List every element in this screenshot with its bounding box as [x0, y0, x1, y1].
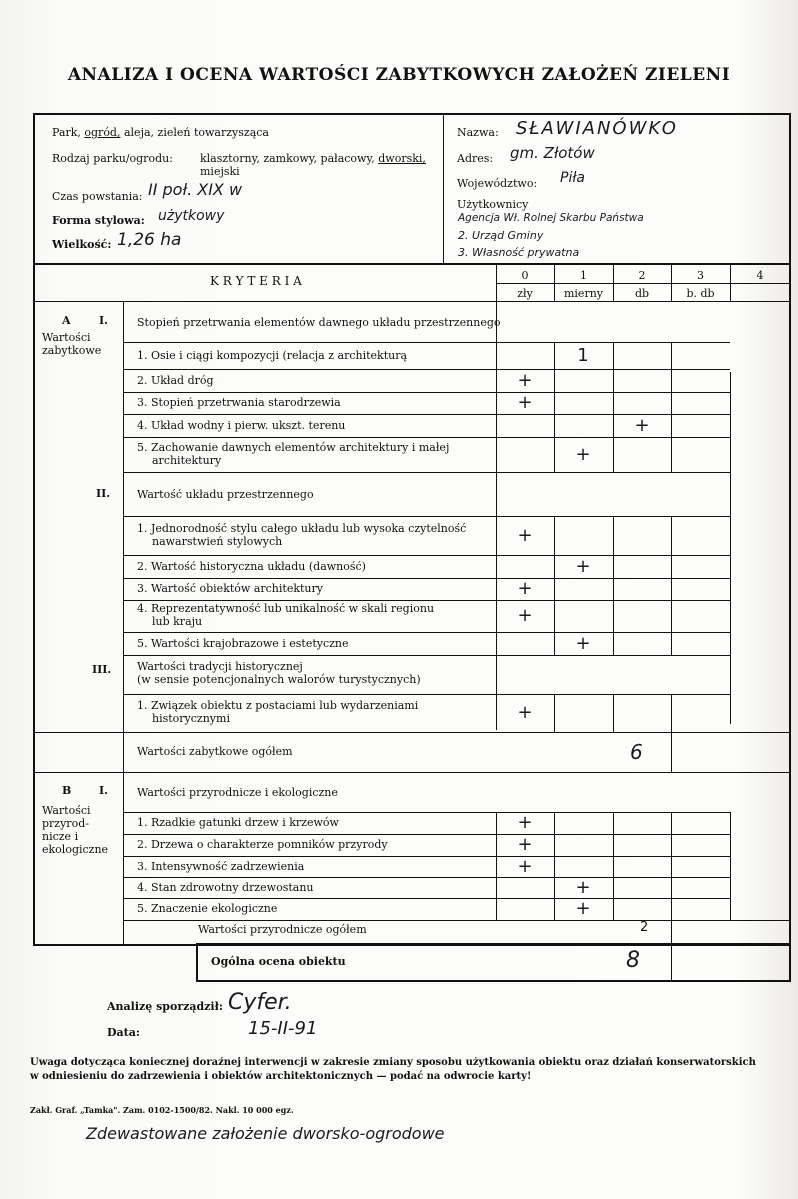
- col-3-num: 3: [697, 269, 704, 282]
- left-col-divider: [123, 302, 124, 945]
- section-b-total-label: Wartości przyrodnicze ogółem: [198, 923, 367, 936]
- kind-urban: miejski: [200, 165, 240, 178]
- rule: [671, 732, 672, 772]
- rating-mark: +: [517, 369, 533, 391]
- cell-rule: [613, 437, 614, 472]
- cell-rule: [671, 898, 672, 920]
- row-label: 2. Wartość historyczna układu (dawność): [137, 559, 366, 573]
- section-b-name-1: Wartości: [42, 804, 91, 817]
- col-divider-3: [671, 264, 672, 302]
- cell-rule: [554, 392, 555, 414]
- date-label: Data:: [107, 1026, 140, 1039]
- rating-mark: +: [575, 555, 591, 577]
- criteria-subheader-rule: [496, 283, 790, 284]
- row-label: 3. Stopień przetrwania starodrzewia: [137, 396, 341, 409]
- type-others: aleja, zieleń towarzysząca: [123, 126, 269, 139]
- row-rule: [124, 516, 730, 517]
- row-label: 5. Znaczenie ekologiczne: [137, 902, 278, 915]
- section-a-head-3b: (w sensie potencjonalnych walorów turystycznych): [137, 673, 421, 686]
- section-b-letter: B: [62, 784, 72, 797]
- cell-rule: [671, 632, 672, 655]
- row-rule: [124, 877, 730, 878]
- row-rule: [124, 694, 730, 695]
- col-1-name: mierny: [563, 287, 603, 300]
- cell-rule: [554, 600, 555, 632]
- row-label: 4. Stan zdrowotny drzewostanu: [137, 880, 314, 894]
- rating-mark: +: [517, 834, 533, 855]
- row-label: 2. Drzewa o charakterze pomników przyrody: [137, 838, 388, 851]
- date-value: 15-II-91: [248, 1018, 318, 1039]
- row-label-cont: historycznymi: [152, 712, 230, 725]
- rating-mark: +: [517, 524, 533, 546]
- row-rule: [124, 812, 730, 813]
- page-title: ANALIZA I OCENA WARTOŚCI ZABYTKOWYCH ZAŁOŻEŃ ZIELENI: [67, 65, 731, 85]
- rule: [124, 342, 730, 343]
- users-line-2: 2. Urząd Gminy: [458, 229, 544, 242]
- rule: [671, 944, 672, 981]
- row-rule: [124, 655, 730, 656]
- cell-rule: [554, 369, 555, 392]
- section-b-name-2: przyrod-: [42, 817, 89, 830]
- kind-options-text: klasztorny, zamkowy, pałacowy,: [200, 152, 375, 165]
- created-value: II poł. XIX w: [148, 180, 243, 199]
- col-2-num: 2: [638, 269, 646, 282]
- cell-rule: [613, 555, 614, 578]
- cell-rule: [554, 516, 555, 555]
- cell-rule: [671, 342, 672, 369]
- printer-info: Zakł. Graf. „Tamka". Zam. 0102-1500/82. Nakl. 10 000 egz.: [30, 1105, 294, 1115]
- criteria-header-rule: [34, 301, 790, 302]
- cell-rule: [613, 856, 614, 877]
- row-rule: [124, 732, 730, 733]
- row-rule: [124, 472, 730, 473]
- cell-rule: [554, 578, 555, 600]
- cell-rule: [671, 877, 672, 898]
- rule: [34, 772, 790, 773]
- cell-rule: [613, 812, 614, 834]
- section-b-head: Wartości przyrodnicze i ekologiczne: [137, 786, 338, 799]
- row-label: 3. Intensywność zadrzewienia: [137, 859, 305, 873]
- rating-mark: +: [575, 898, 591, 919]
- row-rule: [124, 392, 730, 393]
- voivodeship-value: Piła: [560, 170, 585, 186]
- row-label: 2. Układ dróg: [137, 373, 214, 387]
- criteria-label: K R Y T E R I A: [210, 274, 302, 288]
- name-value: SŁAWIANÓWKO: [516, 118, 678, 139]
- col-2-name: db: [634, 287, 650, 300]
- cell-rule: [613, 632, 614, 655]
- rating-mark: +: [575, 632, 591, 654]
- rating-mark: +: [575, 443, 591, 465]
- size-label: Wielkość:: [52, 238, 112, 251]
- row-label: 4. Reprezentatywność lub unikalność w skali regionu: [137, 602, 435, 615]
- row-label: 4. Układ wodny i pierw. ukszt. terenu: [137, 418, 346, 432]
- rating-mark: +: [517, 855, 533, 877]
- overall-value: 8: [626, 948, 640, 973]
- row-label: 1. Rzadkie gatunki drzew i krzewów: [137, 816, 339, 829]
- col-divider-4: [730, 264, 731, 302]
- section-a-head-2: Wartość układu przestrzennego: [137, 488, 314, 501]
- voivodeship-label: Województwo:: [457, 177, 538, 190]
- object-type-line: [52, 127, 269, 139]
- note-line-1: Uwaga dotycząca koniecznej doraźnej interwencji w zakresie zmiany sposobu użytkowania obiektu oraz działań konserwatorskich: [30, 1057, 756, 1068]
- rule: [124, 920, 790, 921]
- row-label: 3. Wartość obiektów architektury: [137, 582, 323, 595]
- cell-rule: [613, 834, 614, 856]
- row-label-cont: nawarstwień stylowych: [152, 534, 283, 548]
- style-label: Forma stylowa:: [52, 214, 145, 227]
- row-label-cont: lub kraju: [152, 615, 203, 628]
- cell-rule: [613, 600, 614, 632]
- users-label: Użytkownicy: [457, 198, 529, 211]
- rating-mark: +: [517, 702, 533, 723]
- col-divider-2: [613, 264, 614, 302]
- section-a-roman-3: III.: [92, 663, 112, 676]
- cell-rule: [613, 392, 614, 414]
- rating-mark: 1: [577, 344, 589, 366]
- row-rule: [124, 555, 730, 556]
- col-divider-1: [554, 264, 555, 302]
- analysis-signature: Cyfer.: [228, 990, 292, 1015]
- cell-rule: [613, 342, 614, 369]
- rating-mark: +: [517, 392, 533, 413]
- section-a-letter: A: [62, 314, 71, 327]
- analysis-label: Analizę sporządził:: [107, 1000, 223, 1013]
- col-4-num: 4: [756, 269, 764, 282]
- cell-rule: [671, 414, 672, 437]
- cell-rule: [671, 392, 672, 414]
- row-rule: [124, 600, 730, 601]
- name-label: Nazwa:: [457, 126, 499, 139]
- row-rule: [124, 437, 730, 438]
- rating-mark: +: [517, 605, 533, 626]
- rating-mark: +: [575, 876, 591, 898]
- section-b-name-3: nicze i: [42, 830, 79, 843]
- size-value: 1,26 ha: [117, 230, 182, 250]
- col-1-num: 1: [580, 269, 587, 282]
- kind-options: [200, 153, 426, 165]
- type-park: Park,: [52, 126, 81, 139]
- section-b-name-4: ekologiczne: [42, 843, 109, 856]
- col-divider-0: [496, 264, 497, 730]
- cell-rule: [671, 834, 672, 856]
- row-rule: [124, 898, 730, 899]
- cell-rule: [613, 877, 614, 898]
- address-label: Adres:: [457, 152, 494, 165]
- type-garden-underlined: ogród,: [84, 126, 121, 139]
- cell-rule: [671, 856, 672, 877]
- cell-rule: [671, 920, 672, 944]
- style-value: użytkowy: [158, 208, 225, 224]
- cell-rule: [671, 694, 672, 732]
- row-rule: [124, 369, 730, 370]
- section-a-head-3a: Wartości tradycji historycznej: [137, 660, 303, 673]
- cell-rule: [671, 600, 672, 632]
- section-a-head-1: Stopień przetrwania elementów dawnego układu przestrzennego: [137, 316, 501, 329]
- cell-rule: [671, 812, 672, 834]
- rating-mark: +: [517, 812, 533, 833]
- cell-rule: [613, 694, 614, 732]
- kind-manor-underlined: dworski,: [378, 152, 426, 165]
- section-b-total-value: 2: [640, 920, 649, 935]
- section-a-total-value: 6: [630, 740, 643, 764]
- note-line-2: w odniesieniu do zadrzewienia i obiektów architektonicznych — podać na odwrocie karty!: [30, 1071, 532, 1082]
- section-a-roman: I.: [99, 314, 108, 327]
- row-label: 1. Jednorodność stylu całego układu lub wysoka czytelność: [137, 521, 467, 535]
- row-label: 1. Związek obiektu z postaciami lub wydarzeniami: [137, 699, 419, 712]
- row-label: 5. Wartości krajobrazowe i estetyczne: [137, 636, 349, 650]
- cell-rule: [554, 834, 555, 856]
- col-4-side-rule: [730, 372, 731, 724]
- section-a-roman-2: II.: [96, 487, 111, 500]
- cell-rule: [554, 812, 555, 834]
- cell-rule: [671, 516, 672, 555]
- cell-rule: [671, 578, 672, 600]
- section-b-roman: I.: [99, 784, 108, 797]
- row-rule: [124, 578, 730, 579]
- address-value: gm. Złotów: [510, 144, 595, 162]
- col-0-num: 0: [521, 269, 529, 282]
- section-a-total-label: Wartości zabytkowe ogółem: [137, 745, 293, 758]
- created-label: Czas powstania:: [52, 190, 143, 203]
- col-0-name: zły: [517, 287, 533, 300]
- row-label: 1. Osie i ciągi kompozycji (relacja z architekturą: [137, 348, 408, 362]
- row-label: 5. Zachowanie dawnych elementów architektury i małej: [137, 440, 450, 454]
- row-rule: [124, 856, 730, 857]
- cell-rule: [554, 856, 555, 877]
- row-rule: [124, 632, 730, 633]
- cell-rule: [613, 578, 614, 600]
- overall-label: Ogólna ocena obiektu: [211, 955, 346, 968]
- cell-rule: [671, 437, 672, 472]
- cell-rule: [613, 369, 614, 392]
- rating-mark: +: [517, 578, 533, 599]
- cell-rule: [613, 516, 614, 555]
- section-a-name-2: zabytkowe: [42, 344, 102, 357]
- kind-label: Rodzaj parku/ogrodu:: [52, 152, 173, 165]
- users-line-1: Agencja Wł. Rolnej Skarbu Państwa: [458, 212, 644, 224]
- row-rule: [124, 834, 730, 835]
- col-3-name: b. db: [686, 287, 715, 300]
- row-label-cont: architektury: [152, 453, 222, 467]
- rule: [730, 812, 731, 920]
- header-divider: [443, 114, 444, 264]
- cell-rule: [671, 369, 672, 392]
- section-a-name-1: Wartości: [42, 331, 91, 344]
- cell-rule: [554, 694, 555, 732]
- handwritten-note: Zdewastowane założenie dworsko-ogrodowe: [86, 1124, 445, 1143]
- cell-rule: [671, 555, 672, 578]
- cell-rule: [554, 414, 555, 437]
- rating-mark: +: [634, 414, 650, 436]
- cell-rule: [613, 898, 614, 920]
- users-line-3: 3. Własność prywatna: [458, 246, 580, 259]
